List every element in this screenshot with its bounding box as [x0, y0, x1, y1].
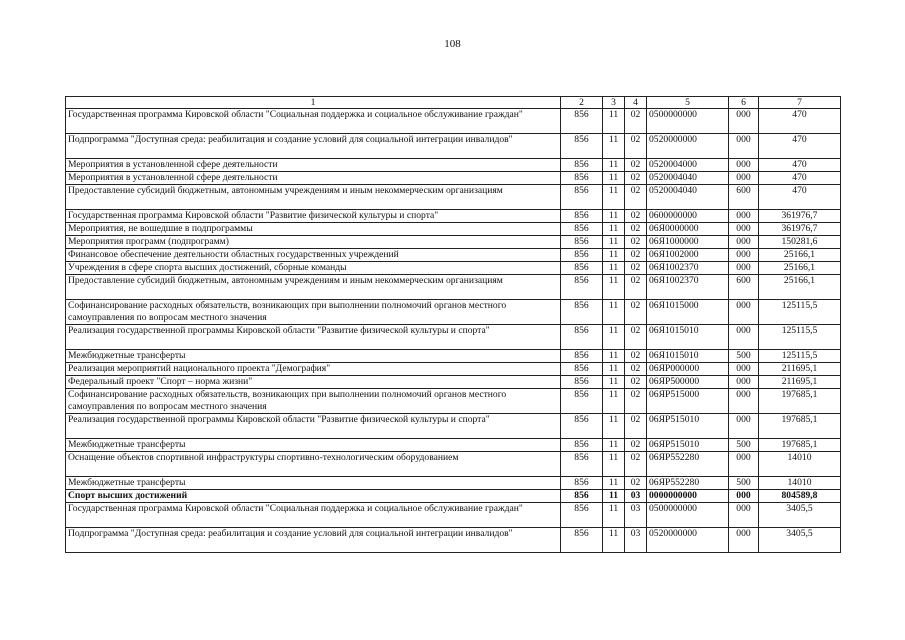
row-name-cell: Подпрограмма "Доступная среда: реабилитация и создание условий для социальной интеграции инвалидов" — [66, 134, 561, 159]
target-article-code-cell: 06ЯР552280 — [647, 477, 729, 490]
table-row — [66, 477, 841, 490]
row-name-cell: Предоставление субсидий бюджетным, автономным учреждениям и иным некоммерческим организациям — [66, 185, 561, 210]
row-name-cell: Софинансирование расходных обязательств, возникающих при выполнении полномочий органов местного самоуправления по вопросам местного значения — [66, 300, 561, 325]
section-code-cell: 11 — [603, 300, 625, 325]
admin-code-cell: 856 — [561, 262, 603, 275]
expense-type-code-cell: 000 — [729, 172, 759, 185]
budget-table — [65, 96, 841, 553]
admin-code-cell: 856 — [561, 439, 603, 452]
subsection-code-cell: 03 — [625, 503, 647, 528]
amount-cell: 150281,6 — [759, 236, 841, 249]
subsection-code-cell: 02 — [625, 300, 647, 325]
expense-type-code-cell: 000 — [729, 452, 759, 477]
amount-cell: 361976,7 — [759, 210, 841, 223]
target-article-code-cell: 0500000000 — [647, 109, 729, 134]
target-article-code-cell: 0520000000 — [647, 134, 729, 159]
table-row — [66, 159, 841, 172]
amount-cell: 211695,1 — [759, 363, 841, 376]
target-article-code-cell: 06Я1002370 — [647, 275, 729, 300]
row-name-cell: Учреждения в сфере спорта высших достижений, сборные команды — [66, 262, 561, 275]
amount-cell: 125115,5 — [759, 300, 841, 325]
admin-code-cell: 856 — [561, 185, 603, 210]
section-code-cell: 11 — [603, 389, 625, 414]
amount-cell: 470 — [759, 159, 841, 172]
amount-cell: 211695,1 — [759, 376, 841, 389]
amount-cell: 14010 — [759, 477, 841, 490]
table-row — [66, 249, 841, 262]
section-code-cell: 11 — [603, 223, 625, 236]
expense-type-code-cell: 000 — [729, 490, 759, 503]
expense-type-code-cell: 000 — [729, 249, 759, 262]
table-row — [66, 363, 841, 376]
row-name-cell: Реализация государственной программы Кировской области "Развитие физической культуры и спорта" — [66, 325, 561, 350]
section-code-cell: 11 — [603, 528, 625, 553]
admin-code-cell: 856 — [561, 109, 603, 134]
admin-code-cell: 856 — [561, 503, 603, 528]
row-name-cell: Мероприятия в установленной сфере деятельности — [66, 159, 561, 172]
section-code-cell: 11 — [603, 414, 625, 439]
page-number: 108 — [444, 38, 461, 50]
section-code-cell: 11 — [603, 503, 625, 528]
admin-code-cell: 856 — [561, 350, 603, 363]
table-row — [66, 223, 841, 236]
expense-type-code-cell: 000 — [729, 159, 759, 172]
table-row — [66, 325, 841, 350]
amount-cell: 804589,8 — [759, 490, 841, 503]
table-row — [66, 109, 841, 134]
header-cell: 7 — [759, 97, 841, 109]
admin-code-cell: 856 — [561, 325, 603, 350]
admin-code-cell: 856 — [561, 528, 603, 553]
table-row — [66, 376, 841, 389]
table-row — [66, 490, 841, 503]
amount-cell: 25166,1 — [759, 249, 841, 262]
expense-type-code-cell: 000 — [729, 503, 759, 528]
row-name-cell: Межбюджетные трансферты — [66, 350, 561, 363]
section-code-cell: 11 — [603, 172, 625, 185]
section-code-cell: 11 — [603, 159, 625, 172]
admin-code-cell: 856 — [561, 275, 603, 300]
amount-cell: 197685,1 — [759, 439, 841, 452]
header-cell: 1 — [66, 97, 561, 109]
table-row — [66, 528, 841, 553]
section-code-cell: 11 — [603, 249, 625, 262]
target-article-code-cell: 06ЯР500000 — [647, 376, 729, 389]
admin-code-cell: 856 — [561, 490, 603, 503]
row-name-cell: Мероприятия программ (подпрограмм) — [66, 236, 561, 249]
admin-code-cell: 856 — [561, 300, 603, 325]
expense-type-code-cell: 000 — [729, 300, 759, 325]
expense-type-code-cell: 000 — [729, 223, 759, 236]
table-row — [66, 414, 841, 439]
amount-cell: 125115,5 — [759, 350, 841, 363]
amount-cell: 470 — [759, 109, 841, 134]
table-row — [66, 236, 841, 249]
expense-type-code-cell: 000 — [729, 528, 759, 553]
expense-type-code-cell: 600 — [729, 185, 759, 210]
expense-type-code-cell: 000 — [729, 262, 759, 275]
expense-type-code-cell: 000 — [729, 236, 759, 249]
subsection-code-cell: 02 — [625, 325, 647, 350]
target-article-code-cell: 0520000000 — [647, 528, 729, 553]
target-article-code-cell: 06Я1015010 — [647, 350, 729, 363]
row-name-cell: Реализация государственной программы Кировской области "Развитие физической культуры и спорта" — [66, 414, 561, 439]
target-article-code-cell: 06ЯР515010 — [647, 439, 729, 452]
admin-code-cell: 856 — [561, 134, 603, 159]
table-row — [66, 350, 841, 363]
subsection-code-cell: 02 — [625, 452, 647, 477]
subsection-code-cell: 02 — [625, 210, 647, 223]
target-article-code-cell: 06Я1015000 — [647, 300, 729, 325]
admin-code-cell: 856 — [561, 477, 603, 490]
row-name-cell: Государственная программа Кировской области "Социальная поддержка и социальное обслуживание граждан" — [66, 503, 561, 528]
table-row — [66, 503, 841, 528]
subsection-code-cell: 02 — [625, 109, 647, 134]
admin-code-cell: 856 — [561, 172, 603, 185]
admin-code-cell: 856 — [561, 249, 603, 262]
table-row — [66, 300, 841, 325]
expense-type-code-cell: 000 — [729, 210, 759, 223]
header-cell: 6 — [729, 97, 759, 109]
subsection-code-cell: 02 — [625, 223, 647, 236]
amount-cell: 3405,5 — [759, 503, 841, 528]
section-code-cell: 11 — [603, 109, 625, 134]
section-code-cell: 11 — [603, 236, 625, 249]
section-code-cell: 11 — [603, 452, 625, 477]
expense-type-code-cell: 000 — [729, 389, 759, 414]
amount-cell: 197685,1 — [759, 389, 841, 414]
section-code-cell: 11 — [603, 262, 625, 275]
admin-code-cell: 856 — [561, 210, 603, 223]
subsection-code-cell: 03 — [625, 490, 647, 503]
subsection-code-cell: 02 — [625, 262, 647, 275]
section-code-cell: 11 — [603, 275, 625, 300]
table-row — [66, 452, 841, 477]
target-article-code-cell: 06Я0000000 — [647, 223, 729, 236]
section-code-cell: 11 — [603, 325, 625, 350]
row-name-cell: Софинансирование расходных обязательств, возникающих при выполнении полномочий органов местного самоуправления по вопросам местного значения — [66, 389, 561, 414]
header-row — [66, 97, 841, 109]
table-row — [66, 439, 841, 452]
expense-type-code-cell: 000 — [729, 363, 759, 376]
section-code-cell: 11 — [603, 210, 625, 223]
row-name-cell: Государственная программа Кировской области "Развитие физической культуры и спорта" — [66, 210, 561, 223]
expense-type-code-cell: 600 — [729, 275, 759, 300]
row-name-cell: Межбюджетные трансферты — [66, 477, 561, 490]
target-article-code-cell: 06ЯР515000 — [647, 389, 729, 414]
expense-type-code-cell: 500 — [729, 350, 759, 363]
section-code-cell: 11 — [603, 477, 625, 490]
amount-cell: 361976,7 — [759, 223, 841, 236]
table-row — [66, 210, 841, 223]
section-code-cell: 11 — [603, 350, 625, 363]
amount-cell: 14010 — [759, 452, 841, 477]
header-cell: 3 — [603, 97, 625, 109]
row-name-cell: Финансовое обеспечение деятельности областных государственных учреждений — [66, 249, 561, 262]
target-article-code-cell: 0520004040 — [647, 185, 729, 210]
target-article-code-cell: 06Я1000000 — [647, 236, 729, 249]
subsection-code-cell: 02 — [625, 376, 647, 389]
row-name-cell: Реализация мероприятий национального проекта "Демография" — [66, 363, 561, 376]
row-name-cell: Предоставление субсидий бюджетным, автономным учреждениям и иным некоммерческим организациям — [66, 275, 561, 300]
table-row — [66, 389, 841, 414]
header-cell: 5 — [647, 97, 729, 109]
expense-type-code-cell: 000 — [729, 376, 759, 389]
target-article-code-cell: 0520004040 — [647, 172, 729, 185]
amount-cell: 470 — [759, 185, 841, 210]
section-code-cell: 11 — [603, 376, 625, 389]
target-article-code-cell: 06ЯР000000 — [647, 363, 729, 376]
subsection-code-cell: 02 — [625, 185, 647, 210]
subsection-code-cell: 02 — [625, 350, 647, 363]
subsection-code-cell: 02 — [625, 275, 647, 300]
row-name-cell: Федеральный проект "Спорт – норма жизни" — [66, 376, 561, 389]
subsection-code-cell: 02 — [625, 172, 647, 185]
amount-cell: 3405,5 — [759, 528, 841, 553]
subsection-code-cell: 02 — [625, 134, 647, 159]
amount-cell: 25166,1 — [759, 262, 841, 275]
row-name-cell: Государственная программа Кировской области "Социальная поддержка и социальное обслуживание граждан" — [66, 109, 561, 134]
row-name-cell: Мероприятия в установленной сфере деятельности — [66, 172, 561, 185]
subsection-code-cell: 02 — [625, 477, 647, 490]
target-article-code-cell: 06ЯР515010 — [647, 414, 729, 439]
expense-type-code-cell: 000 — [729, 134, 759, 159]
table-row — [66, 185, 841, 210]
admin-code-cell: 856 — [561, 159, 603, 172]
expense-type-code-cell: 500 — [729, 477, 759, 490]
subsection-code-cell: 02 — [625, 363, 647, 376]
target-article-code-cell: 0520004000 — [647, 159, 729, 172]
admin-code-cell: 856 — [561, 452, 603, 477]
target-article-code-cell: 06ЯР552280 — [647, 452, 729, 477]
table-row — [66, 275, 841, 300]
target-article-code-cell: 06Я1002370 — [647, 262, 729, 275]
header-cell: 4 — [625, 97, 647, 109]
subsection-code-cell: 02 — [625, 389, 647, 414]
admin-code-cell: 856 — [561, 363, 603, 376]
subsection-code-cell: 03 — [625, 528, 647, 553]
subsection-code-cell: 02 — [625, 236, 647, 249]
subsection-code-cell: 02 — [625, 249, 647, 262]
subsection-code-cell: 02 — [625, 159, 647, 172]
subsection-code-cell: 02 — [625, 439, 647, 452]
section-code-cell: 11 — [603, 185, 625, 210]
target-article-code-cell: 0600000000 — [647, 210, 729, 223]
row-name-cell: Подпрограмма "Доступная среда: реабилитация и создание условий для социальной интеграции инвалидов" — [66, 528, 561, 553]
admin-code-cell: 856 — [561, 223, 603, 236]
table-row — [66, 134, 841, 159]
expense-type-code-cell: 000 — [729, 414, 759, 439]
header-cell: 2 — [561, 97, 603, 109]
section-code-cell: 11 — [603, 490, 625, 503]
admin-code-cell: 856 — [561, 236, 603, 249]
amount-cell: 197685,1 — [759, 414, 841, 439]
expense-type-code-cell: 500 — [729, 439, 759, 452]
amount-cell: 470 — [759, 172, 841, 185]
table-row — [66, 262, 841, 275]
admin-code-cell: 856 — [561, 376, 603, 389]
section-code-cell: 11 — [603, 363, 625, 376]
target-article-code-cell: 06Я1015010 — [647, 325, 729, 350]
row-name-cell: Межбюджетные трансферты — [66, 439, 561, 452]
amount-cell: 125115,5 — [759, 325, 841, 350]
table-row — [66, 172, 841, 185]
row-name-cell: Оснащение объектов спортивной инфраструктуры спортивно-технологическим оборудованием — [66, 452, 561, 477]
row-name-cell: Спорт высших достижений — [66, 490, 561, 503]
expense-type-code-cell: 000 — [729, 325, 759, 350]
amount-cell: 25166,1 — [759, 275, 841, 300]
admin-code-cell: 856 — [561, 389, 603, 414]
row-name-cell: Мероприятия, не вошедшие в подпрограммы — [66, 223, 561, 236]
expense-type-code-cell: 000 — [729, 109, 759, 134]
subsection-code-cell: 02 — [625, 414, 647, 439]
target-article-code-cell: 06Я1002000 — [647, 249, 729, 262]
amount-cell: 470 — [759, 134, 841, 159]
target-article-code-cell: 0500000000 — [647, 503, 729, 528]
admin-code-cell: 856 — [561, 414, 603, 439]
section-code-cell: 11 — [603, 439, 625, 452]
target-article-code-cell: 0000000000 — [647, 490, 729, 503]
section-code-cell: 11 — [603, 134, 625, 159]
